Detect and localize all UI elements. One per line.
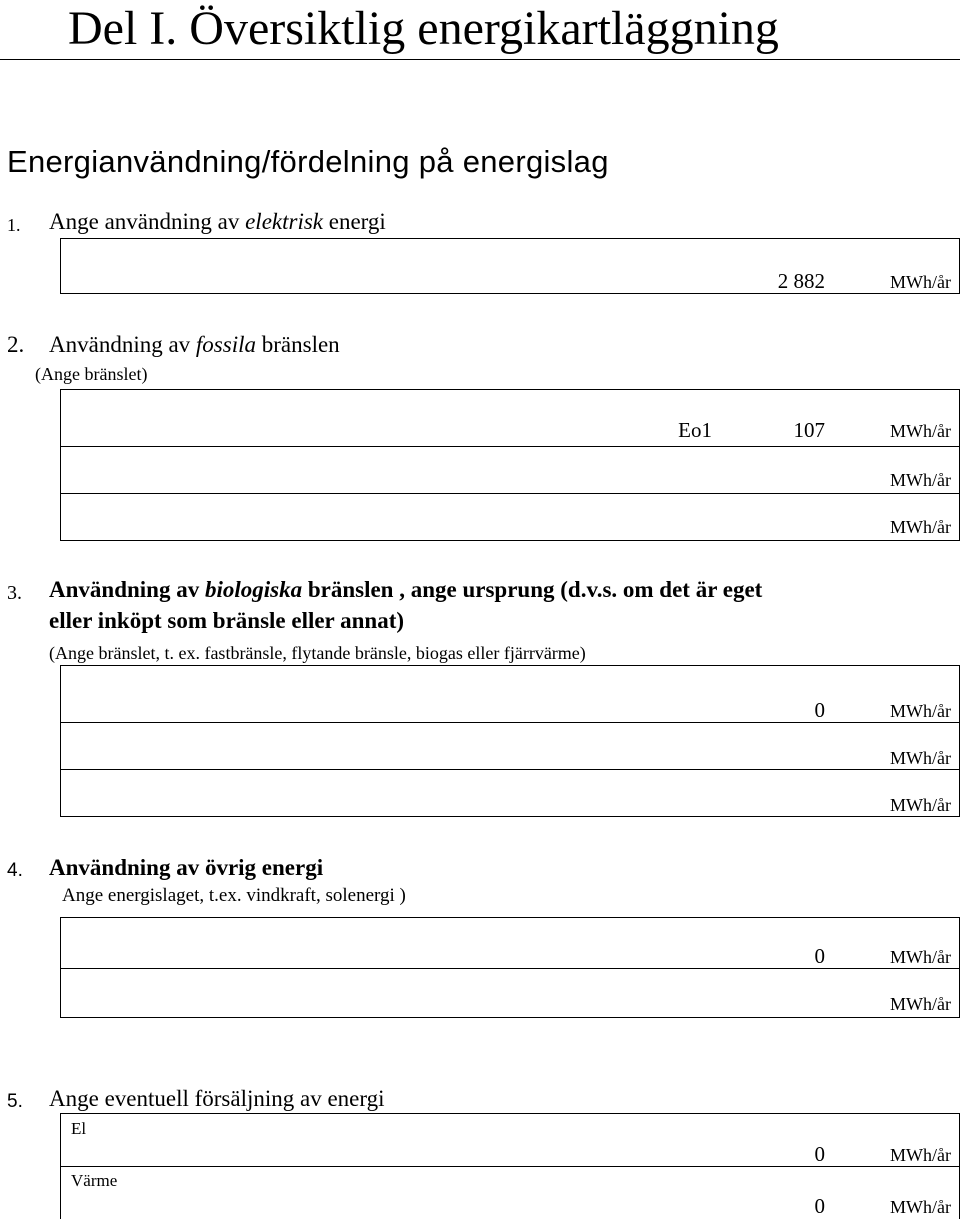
section-number: 1. (7, 215, 21, 235)
section-4-heading (7, 854, 947, 884)
page-subtitle: Energianvändning/fördelning på energislag (7, 144, 609, 179)
section-3-heading (7, 576, 957, 636)
energy-unit: MWh/år (890, 272, 951, 292)
other-energy-box (60, 917, 960, 1018)
energy-row[interactable] (61, 723, 959, 770)
sale-label: El (71, 1119, 87, 1138)
energy-unit: MWh/år (890, 421, 951, 441)
page-title: Del I. Översiktlig energikartläggning (68, 2, 779, 55)
energy-unit: MWh/år (890, 470, 951, 490)
sale-label: Värme (71, 1171, 118, 1190)
energy-value[interactable]: 2 882 (777, 269, 825, 293)
section-title: Ange eventuell försäljning av energi (49, 1086, 385, 1111)
energy-row[interactable] (61, 770, 959, 816)
energy-unit: MWh/år (890, 748, 951, 768)
energy-row[interactable] (61, 918, 959, 969)
energy-sales-box (60, 1113, 960, 1219)
section-number: 3. (7, 582, 22, 604)
section-4-hint: Ange energislaget, t.ex. vindkraft, solenergi ) (62, 885, 406, 906)
section-2-hint: (Ange bränslet) (35, 364, 148, 384)
energy-value[interactable]: 107 (793, 418, 825, 442)
energy-row[interactable] (61, 1114, 959, 1167)
fossil-fuel-box (60, 389, 960, 541)
title-divider (0, 59, 960, 60)
section-title: Användning av biologiska bränslen , ange ursprung (d.v.s. om det är eget (49, 577, 763, 602)
energy-row[interactable] (61, 969, 959, 1017)
energy-value[interactable]: 0 (814, 698, 825, 722)
section-number: 2. (7, 332, 25, 357)
energy-unit: MWh/år (890, 517, 951, 537)
fuel-label[interactable]: Eo1 (678, 418, 712, 442)
section-2-heading (7, 331, 947, 361)
bio-fuel-box (60, 665, 960, 817)
energy-row[interactable] (61, 239, 959, 295)
section-1-heading (7, 208, 947, 238)
section-number: 5. (7, 1091, 23, 1112)
section-title: Ange användning av elektrisk energi (49, 209, 386, 234)
energy-row[interactable] (61, 447, 959, 494)
energy-unit: MWh/år (890, 795, 951, 815)
energy-unit: MWh/år (890, 994, 951, 1014)
energy-unit: MWh/år (890, 701, 951, 721)
section-number: 4. (7, 860, 23, 881)
energy-value[interactable]: 0 (814, 944, 825, 968)
energy-unit: MWh/år (890, 1145, 951, 1165)
section-3-hint: (Ange bränslet, t. ex. fastbränsle, flytande bränsle, biogas eller fjärrvärme) (49, 643, 586, 663)
energy-row[interactable] (61, 390, 959, 447)
energy-value[interactable]: 0 (814, 1194, 825, 1218)
energy-row[interactable] (61, 494, 959, 540)
section-title: Användning av övrig energi (49, 855, 324, 880)
energy-row[interactable] (61, 666, 959, 723)
section-5-heading (7, 1085, 947, 1115)
energy-row[interactable] (61, 1167, 959, 1220)
energy-value[interactable]: 0 (814, 1142, 825, 1166)
energy-unit: MWh/år (890, 1197, 951, 1217)
energy-unit: MWh/år (890, 947, 951, 967)
section-title: Användning av fossila bränslen (49, 332, 340, 357)
section-title-line2: eller inköpt som bränsle eller annat) (49, 608, 405, 633)
electric-energy-box (60, 238, 960, 294)
